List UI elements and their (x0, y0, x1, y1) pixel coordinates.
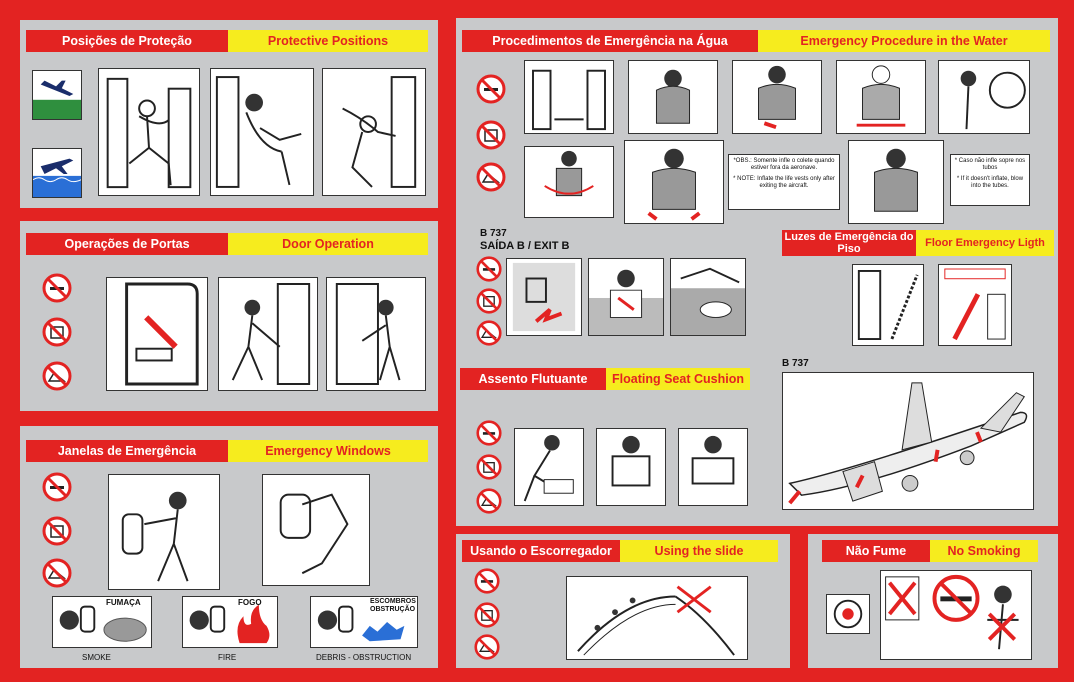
exit-b-illustration-3 (670, 258, 746, 336)
no-high-heels-icon (42, 361, 72, 391)
plane-landing-icon (32, 70, 82, 120)
no-high-heels-icon (42, 558, 72, 588)
brace-position-illustration-3 (322, 68, 426, 196)
protective-title-en: Protective Positions (228, 30, 428, 52)
door-operation-panel (20, 221, 438, 411)
no-baggage-icon (476, 454, 502, 480)
smoke-label-en: SMOKE (82, 653, 111, 662)
debris-label-en: DEBRIS - OBSTRUCTION (316, 653, 412, 662)
life-vest-step-3 (732, 60, 822, 134)
life-vest-step-4 (836, 60, 926, 134)
no-high-heels-icon (474, 634, 500, 660)
smoking-title-pt: Não Fume (822, 540, 930, 562)
no-baggage-icon (42, 516, 72, 546)
no-baggage-icon (476, 288, 502, 314)
exit-model-label: B 737 (480, 228, 507, 239)
emergency-windows-panel (20, 426, 438, 668)
fire-warning-illustration (182, 596, 278, 648)
inflate-vest-note (728, 154, 840, 210)
window-exit-illustration-1 (108, 474, 220, 590)
floor-lights-illustration-1 (852, 264, 924, 346)
door-illustration-3 (326, 277, 426, 391)
windows-title-en: Emergency Windows (228, 440, 428, 462)
no-smoking-icon (42, 472, 72, 502)
smoke-detector-illustration (826, 594, 870, 634)
right-page-main-panel (456, 18, 1058, 526)
debris-label-pt-2: OBSTRUÇÃO (370, 606, 416, 613)
no-smoking-icon (474, 568, 500, 594)
no-smoking-illustration (880, 570, 1032, 660)
blow-tubes-note (950, 154, 1030, 206)
floor-title-pt: Luzes de Emergência do Piso (782, 230, 916, 256)
no-high-heels-icon (476, 162, 506, 192)
brace-position-illustration-2 (210, 68, 314, 196)
cushion-illustration-3 (678, 428, 748, 506)
plane-model-label: B 737 (782, 358, 809, 369)
windows-title-pt: Janelas de Emergência (26, 440, 228, 462)
smoke-label-pt: FUMAÇA (106, 598, 141, 607)
floor-title-en: Floor Emergency Ligth (916, 230, 1054, 256)
no-smoking-icon (42, 273, 72, 303)
exit-b-label: SAÍDA B / EXIT B (480, 240, 570, 252)
cushion-title-en: Floating Seat Cushion (606, 368, 750, 390)
life-vest-step-2 (628, 60, 718, 134)
blow-note-en: * If it doesn't inflate, blow into the tubes. (956, 176, 1024, 189)
exit-b-illustration-1 (506, 258, 582, 336)
cushion-illustration-2 (596, 428, 666, 506)
slide-title-pt: Usando o Escorregador (462, 540, 620, 562)
protective-title-pt: Posições de Proteção (26, 30, 228, 52)
no-baggage-icon (42, 317, 72, 347)
door-title-pt: Operações de Portas (26, 233, 228, 255)
slide-panel (456, 534, 790, 668)
blow-note-pt: * Caso não infle sopre nos tubos (954, 158, 1026, 171)
life-vest-step-1 (524, 60, 614, 134)
inflate-note-pt: *OBS.: Somente infle o colete quando estiver fora da aeronave. (733, 158, 835, 171)
no-smoking-icon (476, 420, 502, 446)
debris-label-pt-1: ESCOMBROS (370, 598, 416, 605)
door-illustration-2 (218, 277, 318, 391)
no-smoking-panel (808, 534, 1058, 668)
life-vest-step-5 (938, 60, 1030, 134)
no-high-heels-icon (476, 488, 502, 514)
water-title-en: Emergency Procedure in the Water (758, 30, 1050, 52)
fire-label-pt: FOGO (238, 598, 262, 607)
fire-label-en: FIRE (218, 653, 237, 662)
cushion-title-pt: Assento Flutuante (460, 368, 606, 390)
no-baggage-icon (474, 602, 500, 628)
center-fold (440, 0, 454, 682)
no-baggage-icon (476, 120, 506, 150)
brace-position-illustration-1 (98, 68, 200, 196)
floor-lights-illustration-2 (938, 264, 1012, 346)
life-vest-step-8 (848, 140, 944, 224)
no-high-heels-icon (476, 320, 502, 346)
inflate-note-en: * NOTE: Inflate the life vests only after exiting the aircraft. (733, 176, 835, 189)
no-smoking-icon (476, 74, 506, 104)
cushion-illustration-1 (514, 428, 584, 506)
slide-illustration (566, 576, 748, 660)
plane-water-icon (32, 148, 82, 198)
life-vest-step-6 (524, 146, 614, 218)
slide-title-en: Using the slide (620, 540, 778, 562)
water-title-pt: Procedimentos de Emergência na Água (462, 30, 758, 52)
b737-exits-diagram (782, 372, 1034, 510)
life-vest-step-7 (624, 140, 724, 224)
no-smoking-icon (476, 256, 502, 282)
window-exit-illustration-2 (262, 474, 370, 586)
exit-b-illustration-2 (588, 258, 664, 336)
smoking-title-en: No Smoking (930, 540, 1038, 562)
door-title-en: Door Operation (228, 233, 428, 255)
protective-positions-panel (20, 20, 438, 208)
door-illustration-1 (106, 277, 208, 391)
